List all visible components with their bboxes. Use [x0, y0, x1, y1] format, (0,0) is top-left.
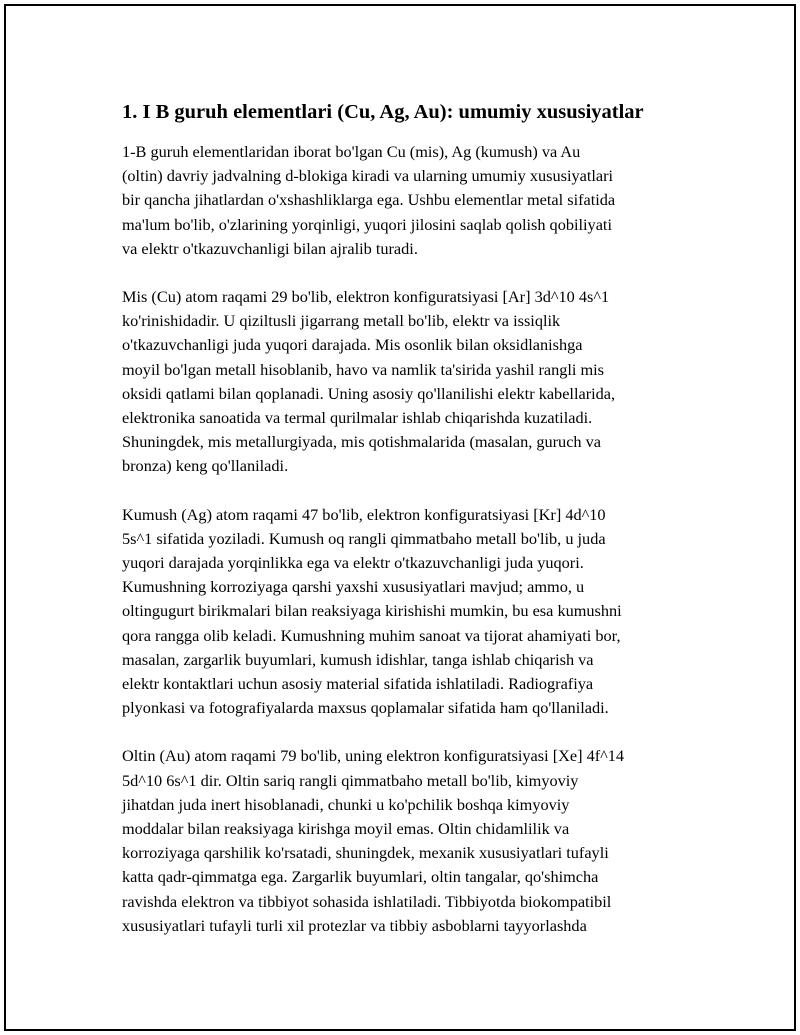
text-line: elektronika sanoatida va termal qurilmalar ishlab chiqarishda kuzatiladi. — [122, 408, 593, 428]
text-line: 1-B guruh elementlaridan iborat bo'lgan Cu (mis), Ag (kumush) va Au — [122, 142, 581, 161]
paragraph-intro — [122, 140, 702, 261]
text-line: plyonkasi va fotografiyalarda maxsus qoplamalar sifatida ham qo'llaniladi. — [122, 698, 609, 718]
text-line: bronza) keng qo'llaniladi. — [122, 456, 289, 476]
paragraph-copper — [122, 285, 702, 479]
text-line: yuqori darajada yorqinlikka ega va elektr o'tkazuvchanligi juda yuqori. — [122, 553, 584, 573]
text-line: ravishda elektron va tibbiyot sohasida ishlatiladi. Tibbiyotda biokompatibil — [122, 891, 612, 911]
paragraph-gold — [122, 744, 702, 938]
text-line: o'tkazuvchanligi juda yuqori darajada. Mis osonlik bilan oksidlanishga — [122, 335, 583, 355]
page-border — [4, 4, 796, 1031]
text-line: Kumush (Ag) atom raqami 47 bo'lib, elektron konfiguratsiyasi [Kr] 4d^10 — [122, 504, 606, 524]
document-body — [122, 98, 702, 962]
text-line: Kumushning korroziyaga qarshi yaxshi xususiyatlari mavjud; ammo, u — [122, 577, 585, 597]
text-line: korroziyaga qarshilik ko'rsatadi, shuningdek, mexanik xususiyatlari tufayli — [122, 843, 609, 863]
text-line: moddalar bilan reaksiyaga kirishga moyil emas. Oltin chidamlilik va — [122, 819, 570, 839]
text-line: (oltin) davriy jadvalning d-blokiga kiradi va ularning umumiy xususiyatlari — [122, 166, 614, 186]
text-line: 5s^1 sifatida yoziladi. Kumush oq rangli qimmatbaho metall bo'lib, u juda — [122, 528, 606, 548]
text-line: moyil bo'lgan metall hisoblanib, havo va namlik ta'sirida yashil rangli mis — [122, 359, 605, 379]
paragraph-silver — [122, 503, 702, 721]
text-line: Mis (Cu) atom raqami 29 bo'lib, elektron konfiguratsiyasi [Ar] 3d^10 4s^1 — [122, 287, 610, 307]
text-line: Shuningdek, mis metallurgiyada, mis qotishmalarida (masalan, guruch va — [122, 432, 601, 452]
text-line: elektr kontaktlari uchun asosiy material sifatida ishlatiladi. Radiografiya — [122, 674, 594, 694]
text-line: ma'lum bo'lib, o'zlarining yorqinligi, yuqori jilosini saqlab qolish qobiliyati — [122, 214, 612, 234]
text-line: masalan, zargarlik buyumlari, kumush idishlar, tanga ishlab chiqarish va — [122, 649, 594, 669]
text-line: 5d^10 6s^1 dir. Oltin sariq rangli qimmatbaho metall bo'lib, kimyoviy — [122, 770, 579, 790]
text-line: va elektr o'tkazuvchanligi bilan ajralib turadi. — [122, 238, 418, 258]
text-line: oksidi qatlami bilan qoplanadi. Uning asosiy qo'llanilishi elektr kabellarida, — [122, 383, 616, 403]
text-line: bir qancha jihatlardan o'xshashliklarga ega. Ushbu elementlar metal sifatida — [122, 190, 616, 210]
text-line: qora rangga olib keladi. Kumushning muhim sanoat va tijorat ahamiyati bor, — [122, 625, 621, 645]
text-line: jihatdan juda inert hisoblanadi, chunki u ko'pchilik boshqa kimyoviy — [122, 794, 570, 814]
text-line: Oltin (Au) atom raqami 79 bo'lib, uning elektron konfiguratsiyasi [Xe] 4f^14 — [122, 746, 625, 766]
text-line: xususiyatlari tufayli turli xil protezlar va tibbiy asboblarni tayyorlashda — [122, 915, 587, 935]
text-line: katta qadr-qimmatga ega. Zargarlik buyumlari, oltin tangalar, qo'shimcha — [122, 867, 599, 887]
text-line: ko'rinishidadir. U qiziltusli jigarrang metall bo'lib, elektr va issiqlik — [122, 311, 561, 331]
text-line: oltingugurt birikmalari bilan reaksiyaga kirishishi mumkin, bu esa kumushni — [122, 601, 622, 621]
section-heading: 1. I B guruh elementlari (Cu, Ag, Au): umumiy xususiyatlar — [122, 101, 644, 123]
